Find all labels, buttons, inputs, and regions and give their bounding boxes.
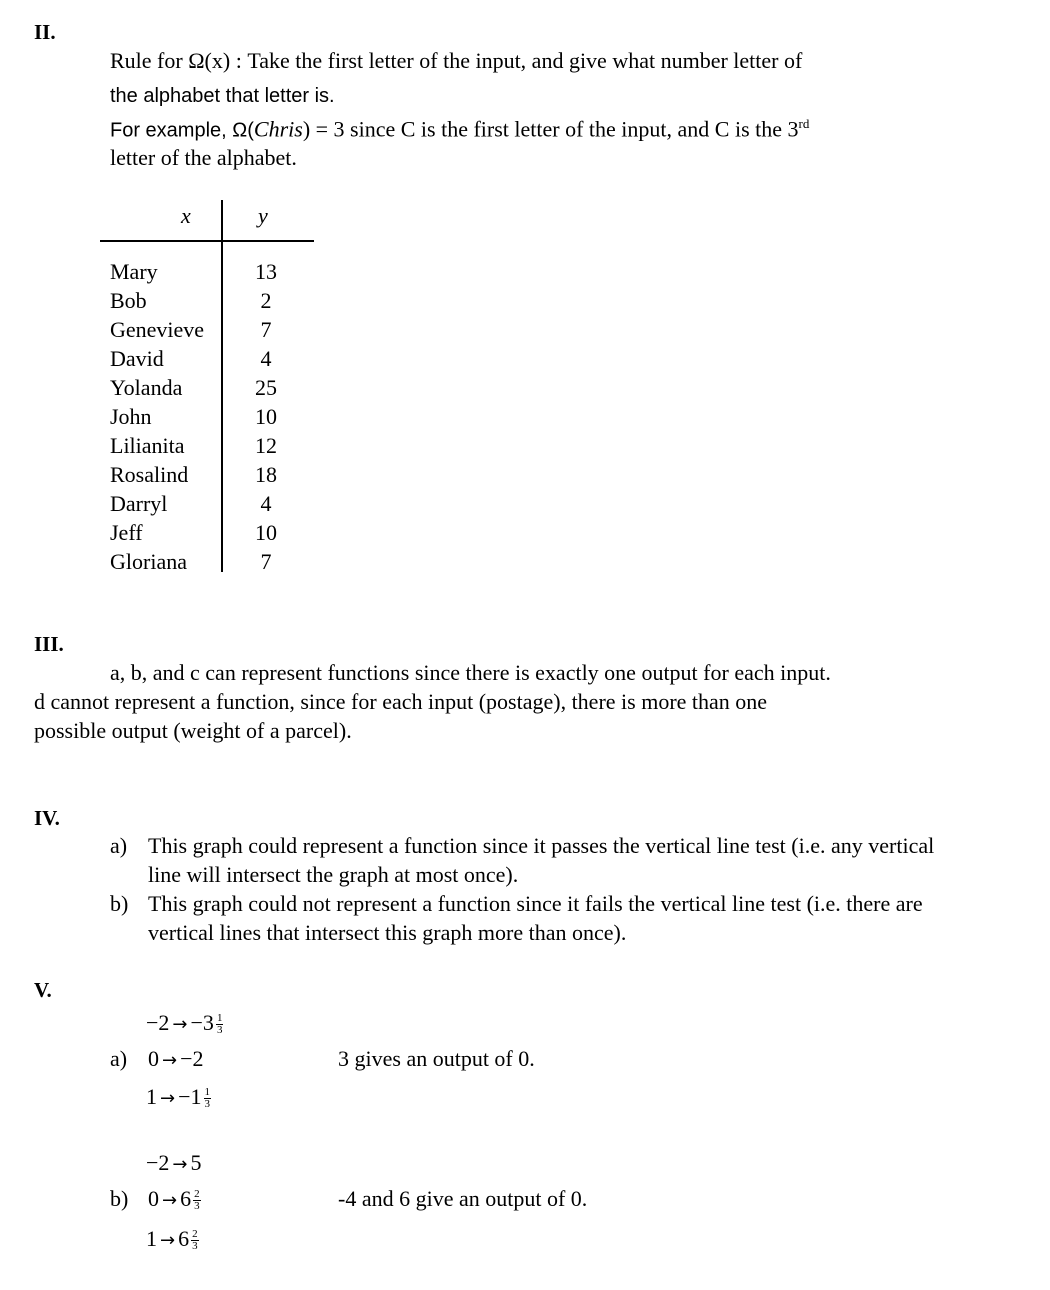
- arrow-icon: →: [162, 1190, 178, 1211]
- fraction: [193, 1189, 201, 1212]
- fraction-denominator: 3: [216, 1024, 223, 1037]
- mapping-output: 5: [190, 1150, 202, 1175]
- arrow-icon: →: [172, 1014, 188, 1035]
- section-4-heading: IV.: [34, 806, 60, 830]
- fraction-numerator: 2: [192, 1228, 198, 1241]
- table-value-cell: 4: [260, 346, 272, 371]
- table-name-cell: Bob: [110, 288, 147, 313]
- table-name-cell: Jeff: [110, 520, 143, 545]
- table-value-cell: 7: [260, 317, 272, 342]
- mapping-output: 6: [180, 1186, 192, 1211]
- mapping-input: 0: [148, 1186, 159, 1211]
- section-5-heading: V.: [34, 978, 52, 1002]
- table-name-cell: Darryl: [110, 491, 168, 516]
- table-value-cell: 4: [260, 491, 272, 516]
- mapping-input: −2: [146, 1010, 170, 1035]
- mapping-a-3: [146, 1084, 211, 1110]
- fraction-denominator: 3: [204, 1098, 211, 1111]
- table-value-cell: 2: [260, 288, 272, 313]
- rule-line-1: Rule for Ω(x) : Take the first letter of the input, and give what number letter of: [110, 48, 803, 73]
- mapping-a-2: [110, 1046, 204, 1072]
- table-value-cell: 10: [255, 520, 277, 545]
- mapping-b-2: [110, 1186, 201, 1212]
- item-a-text: This graph could represent a function since it passes the vertical line test (i.e. any vertical line will intersect the graph at most once).: [148, 833, 935, 887]
- fraction: [191, 1229, 199, 1252]
- mapping-b-3: [146, 1226, 199, 1252]
- arrow-icon: →: [160, 1230, 176, 1251]
- section-4-item-a: [110, 831, 970, 887]
- table-value-cell: 25: [255, 375, 277, 400]
- section-4-item-b: [110, 889, 970, 945]
- mapping-output: −3: [190, 1010, 214, 1035]
- section-3-line-1: a, b, and c can represent functions since there is exactly one output for each input.: [110, 660, 831, 685]
- fraction-denominator: 3: [194, 1200, 200, 1213]
- mapping-a-1: [146, 1010, 223, 1036]
- mapping-b-1: [146, 1150, 202, 1176]
- mapping-input: −2: [146, 1150, 170, 1175]
- table-name-cell: Yolanda: [110, 375, 183, 400]
- table-name-cell: Gloriana: [110, 549, 187, 574]
- table-name-cell: Genevieve: [110, 317, 205, 342]
- mapping-output: −2: [180, 1046, 204, 1071]
- table-name-cell: John: [110, 404, 152, 429]
- table-value-cell: 7: [260, 549, 272, 574]
- fraction-numerator: 1: [204, 1086, 211, 1099]
- table-value-cell: 10: [255, 404, 277, 429]
- arrow-icon: →: [162, 1050, 178, 1071]
- arrow-icon: →: [172, 1154, 188, 1175]
- arrow-icon: →: [160, 1088, 176, 1109]
- item-b-label: b): [110, 1186, 129, 1211]
- rule-line-2: the alphabet that letter is.: [110, 85, 335, 107]
- example-line-1: [110, 108, 809, 146]
- table-names: [110, 257, 204, 576]
- item-a-label: a): [110, 1046, 128, 1071]
- table-name-cell: Mary: [110, 259, 158, 284]
- table-value-cell: 18: [255, 462, 277, 487]
- table-column-rule: [221, 200, 223, 572]
- mapping-input: 0: [148, 1046, 159, 1071]
- section-3-line-3: possible output (weight of a parcel).: [34, 718, 352, 743]
- example-mid: ) = 3 since C is the first letter of the input, and C is the 3: [302, 116, 799, 142]
- table-header-rule: [100, 240, 314, 242]
- example-prefix: For example, Ω(: [110, 119, 254, 142]
- example-line-2: letter of the alphabet.: [110, 145, 297, 170]
- fraction: [216, 1013, 224, 1036]
- fraction-denominator: 3: [192, 1240, 198, 1253]
- item-b-text: This graph could not represent a function since it fails the vertical line test (i.e. there are vertical lines that intersect this graph more than once).: [148, 891, 923, 945]
- fraction-numerator: 1: [216, 1012, 223, 1025]
- table-values: [246, 257, 286, 576]
- table-value-cell: 12: [255, 433, 277, 458]
- table-value-cell: 13: [255, 259, 277, 284]
- example-sup: rd: [798, 116, 810, 131]
- fraction: [204, 1087, 212, 1110]
- item-b-label: b): [110, 891, 129, 916]
- fraction-numerator: 2: [194, 1188, 200, 1201]
- mapping-input: 1: [146, 1084, 157, 1109]
- answer-b: -4 and 6 give an output of 0.: [338, 1186, 588, 1211]
- table-name-cell: David: [110, 346, 164, 371]
- mapping-input: 1: [146, 1226, 157, 1251]
- item-a-label: a): [110, 833, 128, 858]
- section-3-line-2: d cannot represent a function, since for each input (postage), there is more than one: [34, 689, 768, 714]
- section-2-heading: II.: [34, 20, 56, 44]
- section-3-heading: III.: [34, 632, 64, 656]
- table-header-x: x: [181, 203, 191, 228]
- mapping-output: −1: [178, 1084, 202, 1109]
- answer-a: 3 gives an output of 0.: [338, 1046, 535, 1071]
- table-name-cell: Rosalind: [110, 462, 189, 487]
- example-name: Chris: [253, 116, 303, 142]
- mapping-output: 6: [178, 1226, 190, 1251]
- table-name-cell: Lilianita: [110, 433, 185, 458]
- table-header-y: y: [258, 203, 268, 228]
